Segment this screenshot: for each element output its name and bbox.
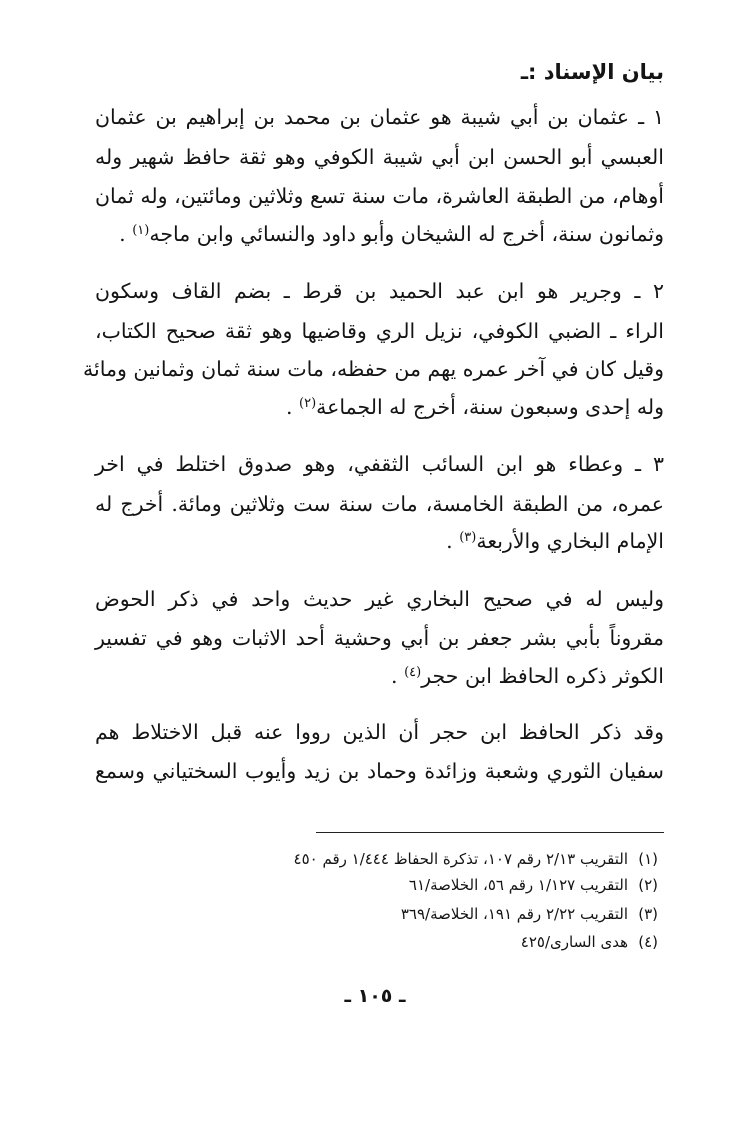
paragraph-2-line-4-text: وله إحدى وسبعون سنة، أخرج له الجماعة [316,395,664,419]
paragraph-5-line-1: وقد ذكر الحافظ ابن حجر أن الذين رووا عنه قبل الاختلاط هم [95,720,664,744]
paragraph-1-line-4-text: وثمانون سنة، أخرج له الشيخان وأبو داود والنسائي وابن ماجه [149,222,664,246]
footnote-ref-4: (٤) [404,665,422,680]
paragraph-4-line-3-text: الكوثر ذكره الحافظ ابن حجر [421,664,664,688]
footnote-3 [401,905,658,923]
footnote-4-number: (٤) [638,933,658,951]
paragraph-1-line-2: العبسي أبو الحسن ابن أبي شيبة الكوفي وهو ثقة حافظ شهير وله [95,145,664,169]
footnote-ref-1: (١) [132,223,150,238]
paragraph-3-end: . [446,529,453,553]
footnote-2 [409,876,658,894]
paragraph-3-line-3 [95,529,664,553]
footnote-2-number: (٢) [638,876,658,894]
footnote-3-text: التقريب ٢/٢٢ رقم ١٩١، الخلاصة/٣٦٩ [400,905,628,923]
footnote-1 [294,850,658,868]
paragraph-1-line-3: أوهام، من الطبقة العاشرة، مات سنة تسع وثلاثين ومائتين، وله ثمان [95,184,664,208]
paragraph-1-line-1: ١ ـ عثمان بن أبي شيبة هو عثمان بن محمد بن إبراهيم بن عثمان [95,105,664,129]
paragraph-1-line-4 [95,222,664,246]
paragraph-4-line-3 [95,664,664,688]
paragraph-2-line-3: وقيل كان في آخر عمره يهم من حفظه، مات سنة ثمان وثمانين ومائة [83,357,664,381]
footnote-ref-3: (٣) [459,530,477,545]
paragraph-2-end: . [285,395,293,419]
paragraph-3-line-3-text: الإمام البخاري والأربعة [476,529,664,553]
paragraph-2-line-2: الراء ـ الضبي الكوفي، نزيل الري وقاضيها وهو ثقة صحيح الكتاب، [95,319,664,343]
footnote-1-text: التقريب ٢/١٣ رقم ١٠٧، تذكرة الحفاظ ١/٤٤٤ رقم ٤٥٠ [293,850,628,868]
paragraph-3-line-1: ٣ ـ وعطاء هو ابن السائب الثقفي، وهو صدوق اختلط في اخر [95,452,664,476]
paragraph-3-line-2: عمره، من الطبقة الخامسة، مات سنة ست وثلاثين ومائة. أخرج له [95,492,664,516]
footnote-4-text: هدى السارى/٤٢٥ [520,933,628,951]
footnote-ref-2: (٢) [299,396,317,411]
footnote-4 [521,933,658,951]
footnote-1-number: (١) [638,850,658,868]
footnote-3-number: (٣) [638,905,658,923]
paragraph-1-end: . [119,222,126,246]
page-number: ـ ١٠٥ ـ [344,985,406,1007]
section-heading: بيان الإسناد :ـ [520,60,664,84]
paragraph-4-line-2: مقروناً بأبي بشر جعفر بن أبي وحشية أحد الاثبات وهو في تفسير [95,626,664,650]
paragraph-2-line-1: ٢ ـ وجرير هو ابن عبد الحميد بن قرط ـ بضم القاف وسكون [95,279,664,303]
paragraph-4-end: . [391,664,398,688]
footnote-separator [316,832,664,833]
paragraph-4-line-1: وليس له في صحيح البخاري غير حديث واحد في ذكر الحوض [95,587,664,611]
footnote-2-text: التقريب ١/١٢٧ رقم ٥٦، الخلاصة/٦١ [408,876,628,894]
paragraph-5-line-2: سفيان الثوري وشعبة وزائدة وحماد بن زيد وأيوب السختياني وسمع [95,759,664,783]
paragraph-2-line-4 [95,395,664,419]
